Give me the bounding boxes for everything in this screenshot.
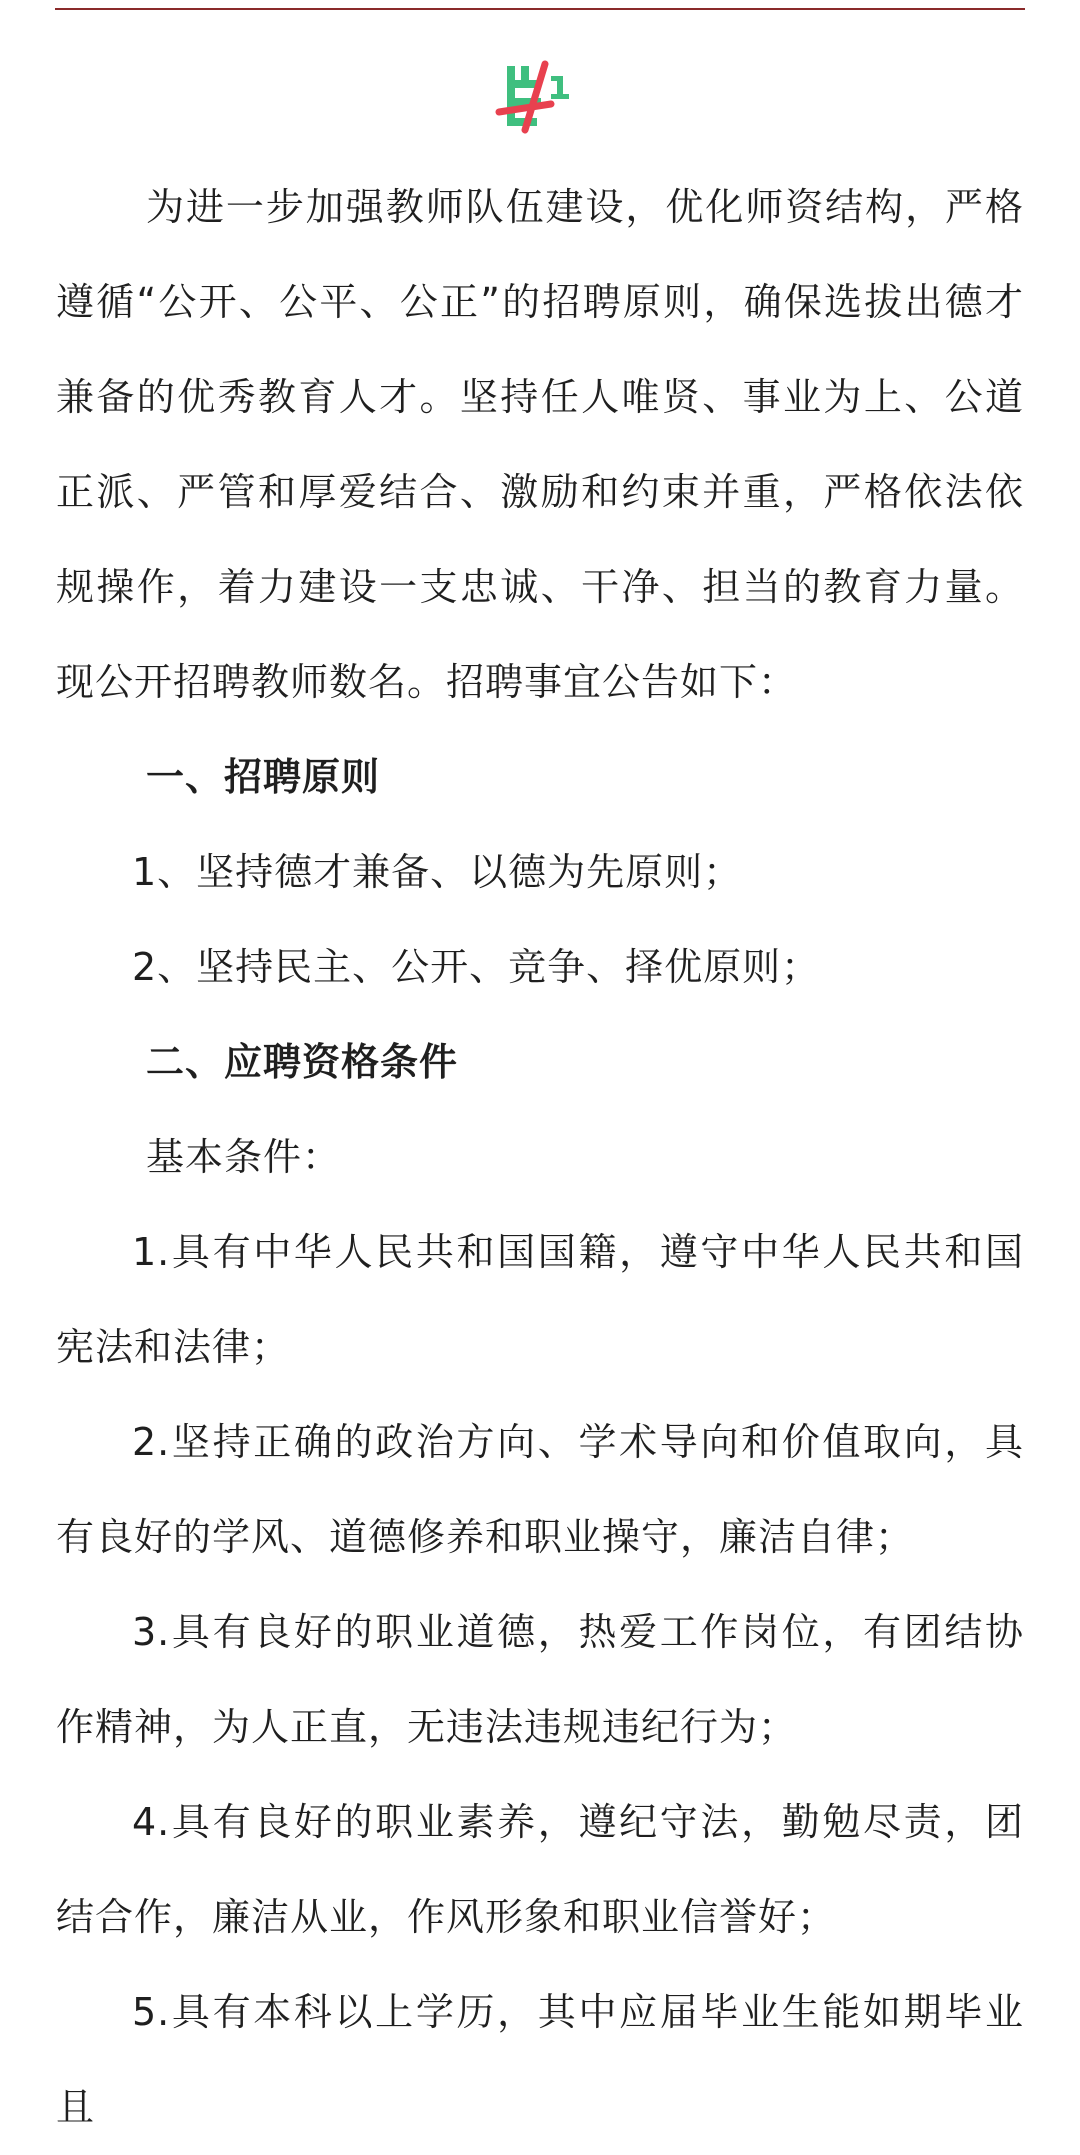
section2-item-4: 4.具有良好的职业素养，遵纪守法，勤勉尽责，团结合作，廉洁从业，作风形象和职业信誉好；: [56, 1800, 1024, 1939]
section2-item-3: 3.具有良好的职业道德，热爱工作岗位，有团结协作精神，为人正直，无违法违规违纪行为；: [56, 1610, 1024, 1749]
section1-heading: 一、招聘原则: [146, 755, 381, 799]
logo-icon: [495, 58, 585, 138]
section2-heading: 二、应聘资格条件: [146, 1040, 459, 1084]
announcement-body: [56, 160, 1024, 2155]
top-divider: [55, 8, 1025, 10]
section2-item-2: 2.坚持正确的政治方向、学术导向和价值取向，具有良好的学风、道德修养和职业操守，廉洁自律；: [56, 1420, 1024, 1559]
section2-subheading: 基本条件：: [146, 1135, 342, 1179]
intro-paragraph: 为进一步加强教师队伍建设，优化师资结构，严格遵循“公开、公平、公正”的招聘原则，确保选拔出德才兼备的优秀教育人才。坚持任人唯贤、事业为上、公道正派、严管和厚爱结合、激励和约束并重，严格依法依规操作，着力建设一支忠诚、干净、担当的教育力量。现公开招聘教师数名。招聘事宜公告如下：: [56, 185, 1024, 704]
section1-item-1: 1、坚持德才兼备、以德为先原则；: [132, 850, 743, 894]
section2-item-1: 1.具有中华人民共和国国籍，遵守中华人民共和国宪法和法律；: [56, 1230, 1024, 1369]
section2-item-5: 5.具有本科以上学历，其中应届毕业生能如期毕业且: [56, 1990, 1024, 2129]
section1-item-2: 2、坚持民主、公开、竞争、择优原则；: [132, 945, 821, 989]
